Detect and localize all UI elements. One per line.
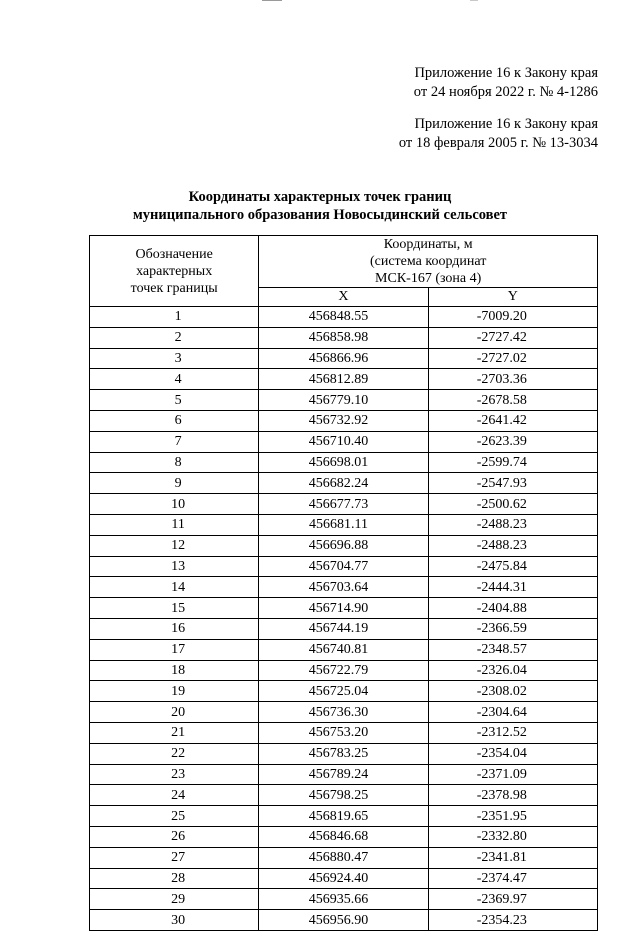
x-coordinate-cell: 456846.68 xyxy=(259,826,428,847)
table-row xyxy=(90,868,598,889)
table-row xyxy=(90,431,598,452)
table-row xyxy=(90,806,598,827)
scan-mark-right xyxy=(470,0,478,1)
point-number-cell: 29 xyxy=(90,889,259,910)
point-number-cell: 19 xyxy=(90,681,259,702)
x-coordinate-cell: 456682.24 xyxy=(259,473,428,494)
point-number-cell: 26 xyxy=(90,826,259,847)
table-row xyxy=(90,452,598,473)
table-row xyxy=(90,410,598,431)
point-number-cell: 10 xyxy=(90,494,259,515)
appendix-current-line1: Приложение 16 к Закону края xyxy=(414,65,598,81)
x-coordinate-cell: 456681.11 xyxy=(259,514,428,535)
table-row xyxy=(90,764,598,785)
table-row xyxy=(90,307,598,328)
x-coordinate-cell: 456732.92 xyxy=(259,410,428,431)
y-coordinate-cell: -2475.84 xyxy=(428,556,597,577)
x-coordinate-cell: 456725.04 xyxy=(259,681,428,702)
y-coordinate-cell: -2727.42 xyxy=(428,327,597,348)
point-number-cell: 21 xyxy=(90,722,259,743)
table-row xyxy=(90,847,598,868)
table-row xyxy=(90,660,598,681)
y-coordinate-cell: -2351.95 xyxy=(428,806,597,827)
table-row xyxy=(90,535,598,556)
y-coordinate-cell: -2547.93 xyxy=(428,473,597,494)
x-coordinate-cell: 456956.90 xyxy=(259,910,428,931)
y-coordinate-cell: -2500.62 xyxy=(428,494,597,515)
appendix-original-line1: Приложение 16 к Закону края xyxy=(414,116,598,132)
point-number-cell: 27 xyxy=(90,847,259,868)
document-title xyxy=(0,188,640,224)
document-title-line1: Координаты характерных точек границ xyxy=(188,189,452,205)
appendix-original-law xyxy=(399,115,598,153)
table-row xyxy=(90,514,598,535)
appendix-original-line2: от 18 февраля 2005 г. № 13-3034 xyxy=(398,135,598,151)
point-number-cell: 18 xyxy=(90,660,259,681)
table-row xyxy=(90,494,598,515)
point-number-cell: 24 xyxy=(90,785,259,806)
header-point-line2: характерных xyxy=(136,263,213,279)
header-x: X xyxy=(259,288,428,307)
y-coordinate-cell: -2369.97 xyxy=(428,889,597,910)
y-coordinate-cell: -2488.23 xyxy=(428,535,597,556)
y-coordinate-cell: -2599.74 xyxy=(428,452,597,473)
x-coordinate-cell: 456783.25 xyxy=(259,743,428,764)
point-number-cell: 22 xyxy=(90,743,259,764)
x-coordinate-cell: 456789.24 xyxy=(259,764,428,785)
table-row xyxy=(90,889,598,910)
y-coordinate-cell: -2641.42 xyxy=(428,410,597,431)
y-coordinate-cell: -2354.04 xyxy=(428,743,597,764)
x-coordinate-cell: 456779.10 xyxy=(259,390,428,411)
x-coordinate-cell: 456866.96 xyxy=(259,348,428,369)
y-coordinate-cell: -2348.57 xyxy=(428,639,597,660)
y-coordinate-cell: -2304.64 xyxy=(428,702,597,723)
table-row xyxy=(90,743,598,764)
x-coordinate-cell: 456819.65 xyxy=(259,806,428,827)
y-coordinate-cell: -2354.23 xyxy=(428,910,597,931)
x-coordinate-cell: 456858.98 xyxy=(259,327,428,348)
table-row xyxy=(90,681,598,702)
x-coordinate-cell: 456935.66 xyxy=(259,889,428,910)
point-number-cell: 1 xyxy=(90,307,259,328)
table-row xyxy=(90,577,598,598)
point-number-cell: 30 xyxy=(90,910,259,931)
y-coordinate-cell: -2308.02 xyxy=(428,681,597,702)
table-row xyxy=(90,618,598,639)
point-number-cell: 17 xyxy=(90,639,259,660)
point-number-cell: 13 xyxy=(90,556,259,577)
x-coordinate-cell: 456703.64 xyxy=(259,577,428,598)
y-coordinate-cell: -2488.23 xyxy=(428,514,597,535)
x-coordinate-cell: 456880.47 xyxy=(259,847,428,868)
scan-mark-left xyxy=(262,0,282,1)
x-coordinate-cell: 456924.40 xyxy=(259,868,428,889)
table-row xyxy=(90,826,598,847)
y-coordinate-cell: -2366.59 xyxy=(428,618,597,639)
x-coordinate-cell: 456677.73 xyxy=(259,494,428,515)
table-row xyxy=(90,473,598,494)
coordinates-table-body xyxy=(90,307,598,931)
y-coordinate-cell: -2444.31 xyxy=(428,577,597,598)
table-row xyxy=(90,785,598,806)
y-coordinate-cell: -2371.09 xyxy=(428,764,597,785)
table-row xyxy=(90,327,598,348)
x-coordinate-cell: 456710.40 xyxy=(259,431,428,452)
x-coordinate-cell: 456753.20 xyxy=(259,722,428,743)
y-coordinate-cell: -7009.20 xyxy=(428,307,597,328)
table-row xyxy=(90,556,598,577)
point-number-cell: 3 xyxy=(90,348,259,369)
x-coordinate-cell: 456704.77 xyxy=(259,556,428,577)
coordinates-table xyxy=(89,235,598,931)
header-coords-line1: Координаты, м xyxy=(383,237,473,252)
point-number-cell: 2 xyxy=(90,327,259,348)
point-number-cell: 28 xyxy=(90,868,259,889)
point-number-cell: 8 xyxy=(90,452,259,473)
y-coordinate-cell: -2623.39 xyxy=(428,431,597,452)
point-number-cell: 12 xyxy=(90,535,259,556)
table-row xyxy=(90,348,598,369)
x-coordinate-cell: 456848.55 xyxy=(259,307,428,328)
x-coordinate-cell: 456812.89 xyxy=(259,369,428,390)
x-coordinate-cell: 456722.79 xyxy=(259,660,428,681)
point-number-cell: 7 xyxy=(90,431,259,452)
header-y: Y xyxy=(428,288,597,307)
header-point-designation xyxy=(90,236,259,307)
x-coordinate-cell: 456744.19 xyxy=(259,618,428,639)
x-coordinate-cell: 456740.81 xyxy=(259,639,428,660)
y-coordinate-cell: -2378.98 xyxy=(428,785,597,806)
point-number-cell: 23 xyxy=(90,764,259,785)
x-coordinate-cell: 456736.30 xyxy=(259,702,428,723)
y-coordinate-cell: -2374.47 xyxy=(428,868,597,889)
table-row xyxy=(90,598,598,619)
point-number-cell: 11 xyxy=(90,514,259,535)
y-coordinate-cell: -2332.80 xyxy=(428,826,597,847)
point-number-cell: 4 xyxy=(90,369,259,390)
point-number-cell: 6 xyxy=(90,410,259,431)
y-coordinate-cell: -2678.58 xyxy=(428,390,597,411)
header-point-line1: Обозначение xyxy=(135,246,213,262)
appendix-current-amendment xyxy=(414,64,598,102)
point-number-cell: 16 xyxy=(90,618,259,639)
appendix-current-line2: от 24 ноября 2022 г. № 4-1286 xyxy=(413,84,598,100)
point-number-cell: 15 xyxy=(90,598,259,619)
point-number-cell: 9 xyxy=(90,473,259,494)
table-row xyxy=(90,702,598,723)
table-row xyxy=(90,369,598,390)
header-coords-line2: (система координат xyxy=(369,254,487,269)
x-coordinate-cell: 456696.88 xyxy=(259,535,428,556)
header-coordinates xyxy=(259,236,598,288)
header-point-line3: точек границы xyxy=(130,280,218,296)
y-coordinate-cell: -2341.81 xyxy=(428,847,597,868)
table-row xyxy=(90,722,598,743)
x-coordinate-cell: 456698.01 xyxy=(259,452,428,473)
y-coordinate-cell: -2703.36 xyxy=(428,369,597,390)
x-coordinate-cell: 456714.90 xyxy=(259,598,428,619)
table-row xyxy=(90,390,598,411)
point-number-cell: 5 xyxy=(90,390,259,411)
y-coordinate-cell: -2404.88 xyxy=(428,598,597,619)
x-coordinate-cell: 456798.25 xyxy=(259,785,428,806)
y-coordinate-cell: -2727.02 xyxy=(428,348,597,369)
point-number-cell: 25 xyxy=(90,806,259,827)
y-coordinate-cell: -2312.52 xyxy=(428,722,597,743)
header-coords-line3: МСК-167 (зона 4) xyxy=(375,271,482,286)
table-row xyxy=(90,639,598,660)
y-coordinate-cell: -2326.04 xyxy=(428,660,597,681)
point-number-cell: 14 xyxy=(90,577,259,598)
point-number-cell: 20 xyxy=(90,702,259,723)
document-title-line2: муниципального образования Новосыдинский сельсовет xyxy=(132,207,508,223)
table-row xyxy=(90,910,598,931)
